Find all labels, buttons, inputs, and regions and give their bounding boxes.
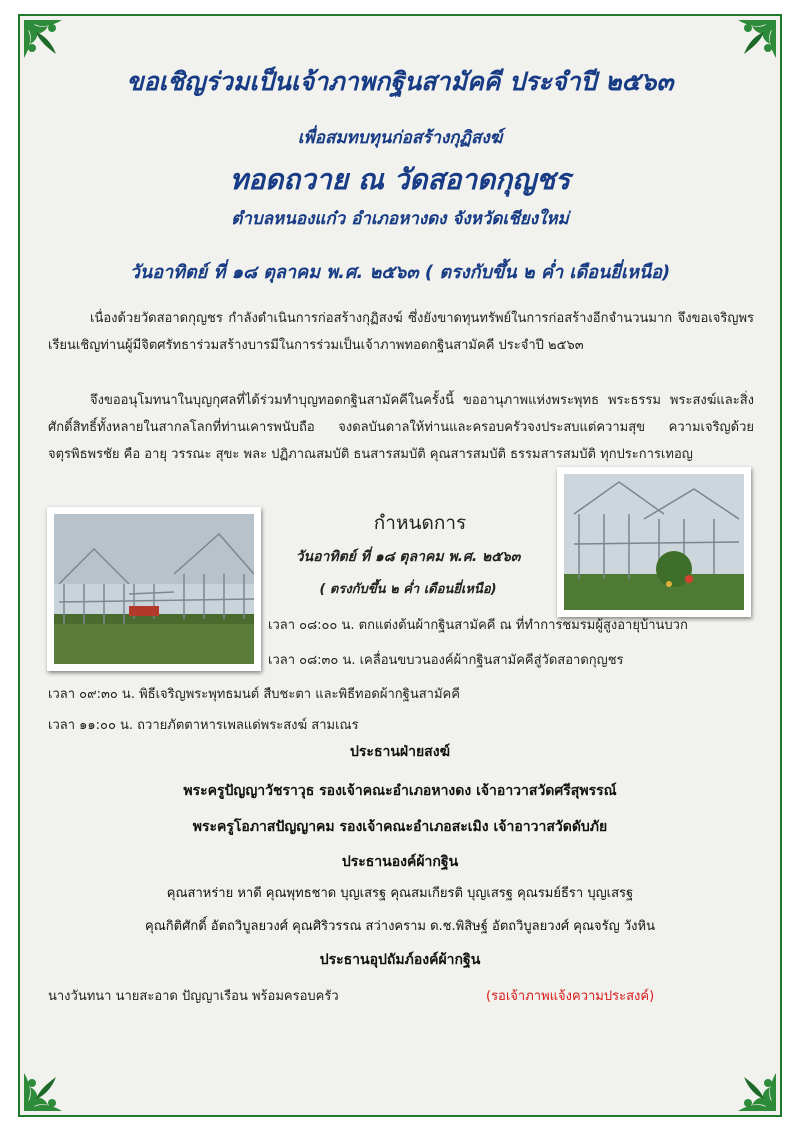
blessing-paragraph: จึงขออนุโมทนาในบุญกุศลที่ได้ร่วมทำบุญทอดกฐินสามัคคีในครั้งนี้ ขออานุภาพแห่งพระพุทธ พระธรรม พระสงฆ์และสิ่งศักดิ์สิทธิ์ทั้งหลายในสากลโลกที่ท่านเคารพนับถือ จงดลบันดาลให้ท่านและครอบครัวจงประสบแต่ความสุข ความเจริญด้วยจตุรพิธพรชัย คือ อายุ วรรณะ สุขะ พละ ปฏิภาณสมบัติ ธนสารสมบัติ คุณสารสมบัติ ธรรมสารสมบัติ ทุกประการเทอญ: [48, 393, 754, 462]
event-date: วันอาทิตย์ ที่ ๑๘ ตุลาคม พ.ศ. ๒๕๖๓ ( ตรงกับขึ้น ๒ ค่ำ เดือนยี่เหนือ): [129, 262, 671, 283]
patrons-heading: ประธานอุปถัมภ์องค์ผ้ากฐิน: [319, 952, 481, 968]
monk-chair-name: พระครูปัญญาวัชราวุธ รองเจ้าคณะอำเภอหางดง เจ้าอาวาสวัดศรีสุพรรณ์: [183, 783, 617, 799]
schedule-date: วันอาทิตย์ ที่ ๑๘ ตุลาคม พ.ศ. ๒๕๖๓: [295, 549, 521, 565]
kathin-chairs-line: คุณสาหร่าย หาดี คุณพุทธชาด บุญเสรฐ คุณสมเกียรติ บุญเสรฐ คุณรมย์ธีรา บุญเสรฐ: [166, 886, 634, 901]
invitation-title: ขอเชิญร่วมเป็นเจ้าภาพกฐินสามัคคี ประจำปี ๒๕๖๓: [126, 67, 674, 96]
intro-paragraph: เนื่องด้วยวัดสอาดกุญชร กำลังดำเนินการก่อสร้างกุฏิสงฆ์ ซึ่งยังขาดทุนทรัพย์ในการก่อสร้างอีกจำนวนมาก จึงขอเจริญพรเรียนเชิญท่านผู้มีจิตศรัทธาร่วมสร้างบารมีในการร่วมเป็นเจ้าภาพทอดกฐินสามัคคี ประจำปี ๒๕๖๓: [48, 311, 754, 353]
patrons-names: นางวันทนา นายสะอาด ปัญญาเรือน พร้อมครอบครัว: [48, 989, 339, 1004]
construction-photo: [557, 467, 751, 617]
monk-chair-name: พระครูโอภาสปัญญาคม รองเจ้าคณะอำเภอสะเมิง เจ้าอาวาสวัดดับภัย: [192, 819, 608, 835]
schedule-heading: กำหนดการ: [373, 512, 467, 534]
schedule-item: เวลา ๑๑:๐๐ น. ถวายภัตตาหารเพลแด่พระสงฆ์ สามเณร: [48, 718, 359, 733]
event-title: ทอดถวาย ณ วัดสอาดกุญชร: [229, 163, 571, 196]
schedule-item: เวลา ๐๙:๓๐ น. พิธีเจริญพระพุทธมนต์ สืบชะตา และพิธีทอดผ้ากฐินสามัคคี: [48, 687, 460, 702]
corner-ornament-icon: [22, 1049, 86, 1113]
kathin-chairs-line: คุณกิติศักดิ์ อัตถวิบูลยวงศ์ คุณศิริวรรณ สว่างคราม ด.ช.พิสิษฐ์ อัตถวิบูลยวงศ์ คุณจรัญ วังหิน: [145, 919, 655, 934]
invitation-purpose: เพื่อสมทบทุนก่อสร้างกุฏิสงฆ์: [297, 128, 503, 148]
schedule-item: เวลา ๐๘:๓๐ น. เคลื่อนขบวนองค์ผ้ากฐินสามัคคีสู่วัดสอาดกุญชร: [268, 653, 624, 668]
construction-photo: [47, 507, 261, 671]
schedule-item: เวลา ๐๘:๐๐ น. ตกแต่งต้นผ้ากฐินสามัคคี ณ ที่ทำการชมรมผู้สูงอายุบ้านบวก: [268, 618, 688, 633]
patrons-note: (รอเจ้าภาพแจ้งความประสงค์): [486, 989, 655, 1004]
event-location: ตำบลหนองแก๋ว อำเภอหางดง จังหวัดเชียงใหม่: [231, 209, 569, 229]
monk-chairs-heading: ประธานฝ่ายสงฆ์: [350, 744, 450, 760]
schedule-lunar-date: ( ตรงกับขึ้น ๒ ค่ำ เดือนยี่เหนือ): [319, 582, 497, 597]
kathin-chairs-heading: ประธานองค์ผ้ากฐิน: [341, 854, 459, 870]
corner-ornament-icon: [714, 1049, 778, 1113]
